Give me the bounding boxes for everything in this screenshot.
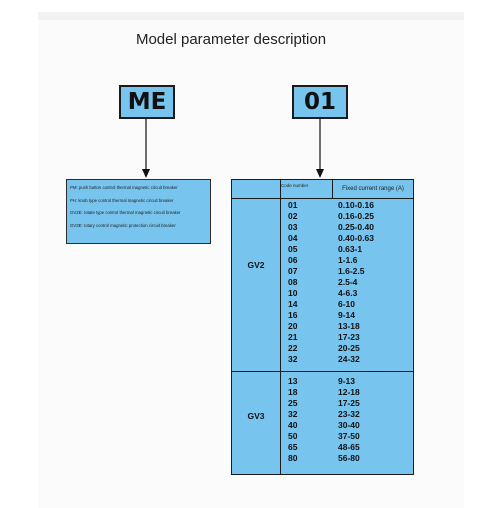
description-panel — [66, 179, 211, 244]
table-row — [281, 310, 414, 321]
range-cell: 13-18 — [338, 321, 360, 331]
range-cell: 0.63-1 — [338, 244, 363, 254]
code-cell: 40 — [288, 420, 298, 430]
code-cell: 03 — [288, 222, 298, 232]
code-cell: 07 — [288, 266, 298, 276]
table-row — [281, 409, 414, 420]
table-row — [281, 387, 414, 398]
code-cell: 01 — [288, 200, 298, 210]
range-cell: 37-50 — [338, 431, 360, 441]
code-cell: 22 — [288, 343, 298, 353]
table-row — [281, 453, 414, 464]
description-line-ph: PH: knob type control thermal magnetic circuit breaker — [70, 197, 174, 203]
table-row — [281, 233, 414, 244]
table-row — [281, 255, 414, 266]
code-cell: 13 — [288, 376, 298, 386]
range-cell: 9-13 — [338, 376, 356, 386]
description-line-pm: PM: push button control thermal magnetic circuit breaker — [70, 185, 178, 190]
table-row — [281, 222, 414, 233]
table-row — [281, 442, 414, 453]
prefix-code-box: ME — [119, 85, 175, 119]
range-cell: 30-40 — [338, 420, 360, 430]
current-range-table — [231, 179, 414, 475]
code-cell: 14 — [288, 299, 298, 309]
table-row — [281, 277, 414, 288]
code-cell: 25 — [288, 398, 298, 408]
gv3-rows — [281, 376, 414, 464]
table-row — [281, 332, 414, 343]
code-cell: 20 — [288, 321, 298, 331]
table-row — [281, 200, 414, 211]
prefix-arrowhead — [142, 169, 150, 178]
range-arrowhead — [316, 169, 324, 178]
range-cell: 9-14 — [338, 310, 356, 320]
table-row — [281, 431, 414, 442]
range-cell: 56-80 — [338, 453, 360, 463]
range-cell: 2.5-4 — [338, 277, 358, 287]
range-cell: 17-25 — [338, 398, 360, 408]
code-cell: 18 — [288, 387, 298, 397]
code-cell: 32 — [288, 409, 298, 419]
description-line-gv3e: GV3E: rotary control magnetic protection circuit breaker — [70, 222, 176, 228]
table-row — [281, 354, 414, 365]
range-cell: 23-32 — [338, 409, 360, 419]
gv2-rows — [281, 200, 414, 365]
table-row — [281, 398, 414, 409]
code-cell: 10 — [288, 288, 298, 298]
table-row — [281, 266, 414, 277]
code-cell: 80 — [288, 453, 298, 463]
group-label-gv3: GV3 — [247, 411, 265, 421]
code-cell: 32 — [288, 354, 298, 364]
group-label-gv2: GV2 — [247, 260, 265, 270]
code-cell: 65 — [288, 442, 298, 452]
group-divider-line — [232, 371, 413, 372]
code-cell: 16 — [288, 310, 298, 320]
code-cell: 05 — [288, 244, 298, 254]
range-cell: 48-65 — [338, 442, 360, 452]
table-row — [281, 376, 414, 387]
range-cell: 12-18 — [338, 387, 360, 397]
range-cell: 20-25 — [338, 343, 360, 353]
code-cell: 21 — [288, 332, 298, 342]
header-bottom-line — [232, 198, 413, 199]
table-row — [281, 420, 414, 431]
range-cell: 24-32 — [338, 354, 360, 364]
range-cell: 0.10-0.16 — [338, 200, 374, 210]
table-row — [281, 299, 414, 310]
table-row — [281, 288, 414, 299]
header-current-range: Fixed current range (A) — [342, 186, 404, 192]
table-row — [281, 343, 414, 354]
range-cell: 0.40-0.63 — [338, 233, 374, 243]
code-cell: 04 — [288, 233, 298, 243]
code-cell: 50 — [288, 431, 298, 441]
range-cell: 4-6.3 — [338, 288, 358, 298]
page-title: Model parameter description — [135, 31, 327, 48]
range-cell: 0.16-0.25 — [338, 211, 374, 221]
code-cell: 06 — [288, 255, 298, 265]
range-cell: 1.6-2.5 — [338, 266, 365, 276]
range-cell: 1-1.6 — [338, 255, 358, 265]
table-row — [281, 211, 414, 222]
range-cell: 17-23 — [338, 332, 360, 342]
code-cell: 02 — [288, 211, 298, 221]
header-code-number: Code number — [281, 183, 309, 188]
table-row — [281, 244, 414, 255]
range-code-box: 01 — [292, 85, 348, 119]
code-cell: 08 — [288, 277, 298, 287]
range-cell: 6-10 — [338, 299, 356, 309]
table-row — [281, 321, 414, 332]
description-line-gv2e: GV2E: rotate type control thermal magnetic circuit breaker — [70, 210, 181, 215]
range-cell: 0.25-0.40 — [338, 222, 374, 232]
